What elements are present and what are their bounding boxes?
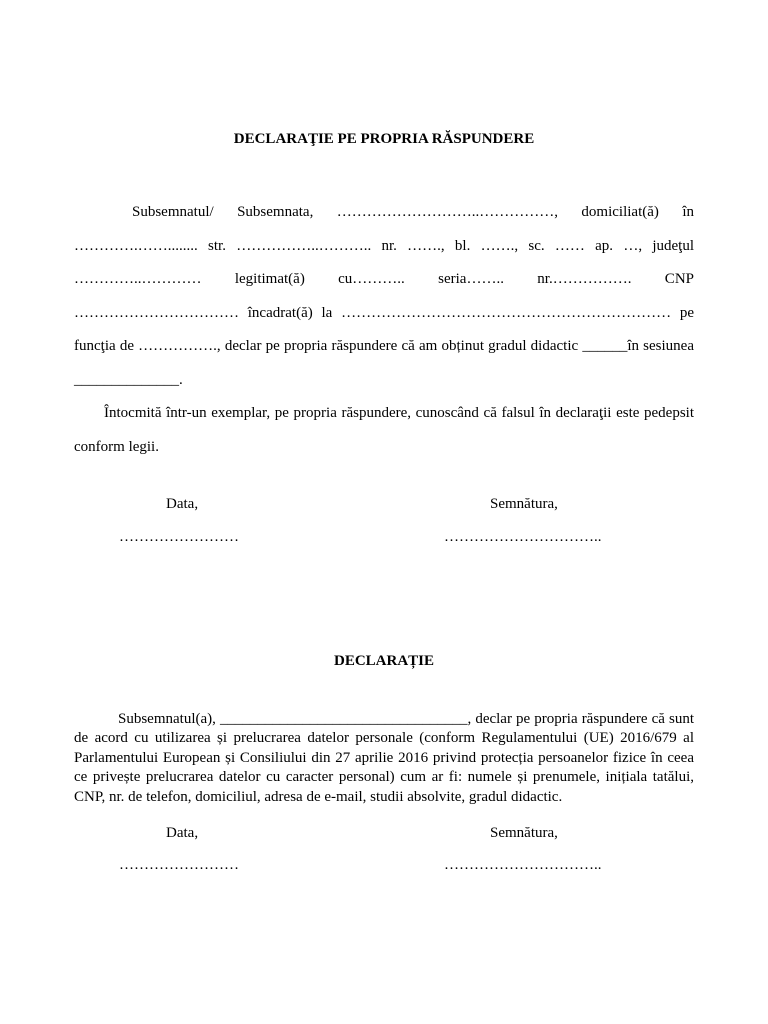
date-label: Data, bbox=[166, 496, 199, 512]
declaration-closing-paragraph: Întocmită într-un exemplar, pe propria răspundere, cunoscând că falsul în declaraţii este pedepsit conform legii. bbox=[74, 405, 694, 455]
date-placeholder: …………………… bbox=[119, 529, 239, 545]
signature-placeholder: ………………………….. bbox=[444, 529, 602, 545]
consent-signature-placeholder: ………………………….. bbox=[444, 857, 602, 873]
declaration-title: DECLARAŢIE PE PROPRIA RĂSPUNDERE bbox=[233, 131, 535, 147]
consent-signature-label: Semnătura, bbox=[490, 825, 558, 841]
consent-title: DECLARAȚIE bbox=[333, 653, 435, 669]
consent-date-placeholder: …………………… bbox=[119, 857, 239, 873]
signature-label: Semnătura, bbox=[490, 496, 558, 512]
declaration-paragraph: Subsemnatul/ Subsemnata, ………………………..……………, domiciliat(ă) în ………….……........ str. ……………..……….. nr. ……., bl. ……., sc. …… ap. …, judeţul …………..………… legitimat(ă) cu……….. seria…….. nr.……………. CNP …………………………… încadrat(ă) la ………………………………………………………… pe funcţia de ……………., declar pe propria răspundere că am obținut gradul didactic ______în sesiunea ______________. bbox=[74, 204, 694, 388]
consent-body bbox=[74, 710, 694, 807]
consent-paragraph: Subsemnatul(a), _________________________________, declar pe propria răspundere că sunt de acord cu utilizarea și prelucrarea datelor personale (conform Regulamentului (UE) 2016/679 al Parlamentului European și Consiliului din 27 aprilie 2016 privind protecția persoanelor fizice în ceea ce privește prelucrarea datelor cu caracter personal) cum ar fi: numele și prenumele, inițiala tatălui, CNP, nr. de telefon, domiciliul, adresa de e-mail, studii absolvite, gradul didactic. bbox=[74, 711, 694, 805]
consent-date-label: Data, bbox=[166, 825, 199, 841]
declaration-body bbox=[74, 196, 694, 464]
